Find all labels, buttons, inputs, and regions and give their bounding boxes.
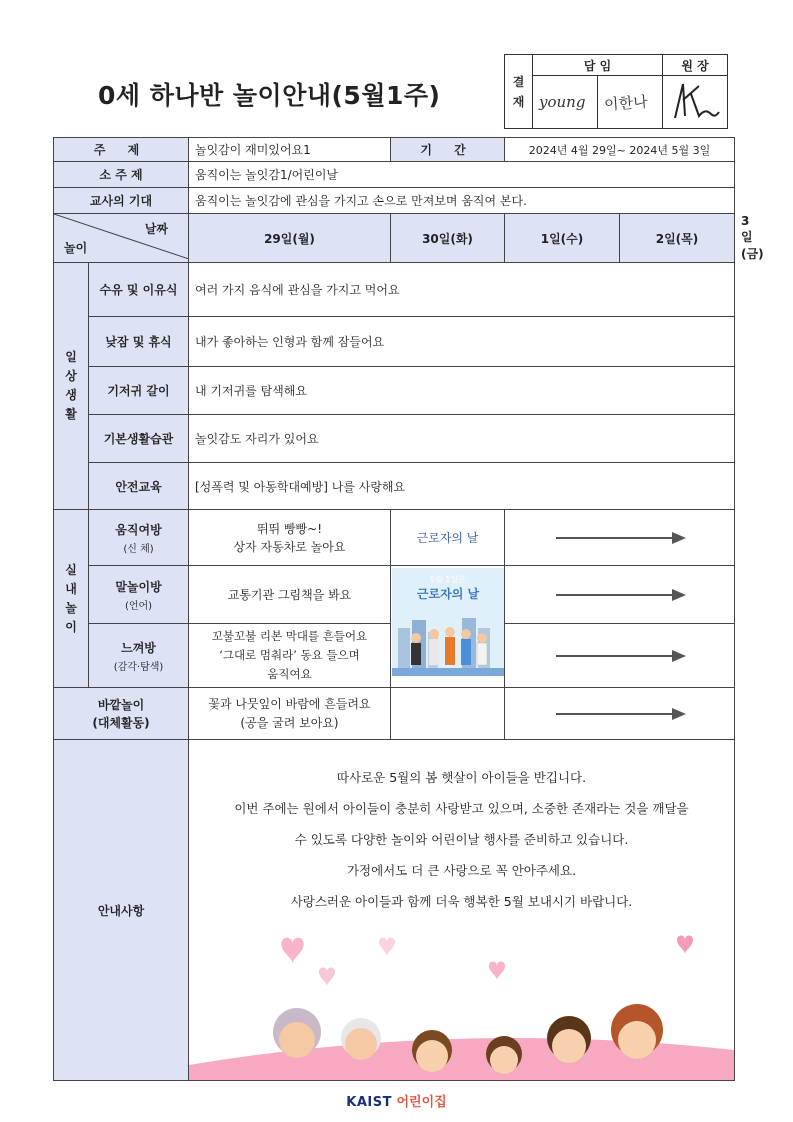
arrow-cell-2: [505, 566, 735, 624]
poster-title-text: 근로자의 날: [416, 587, 480, 601]
daily-value-feeding: 여러 가지 음식에 관심을 가지고 먹어요: [189, 263, 735, 317]
signature-2: [598, 76, 663, 129]
theme-value: 놀잇감이 재미있어요1: [189, 138, 391, 162]
period-value: 2024년 4월 29일~ 2024년 5월 3일: [505, 138, 735, 162]
right-arrow-icon: [550, 531, 690, 545]
family-illustration: [189, 930, 734, 1080]
director-label: 원 장: [663, 55, 728, 76]
outdoor-activity: 꽃과 나뭇잎이 바람에 흔들려요 (공을 굴려 보아요): [189, 688, 391, 740]
svg-text:young: young: [539, 92, 586, 111]
notice-cell: [189, 740, 735, 1081]
indoor-activity-movement: 뛰뛰 빵빵~! 상자 자동차로 놀아요: [189, 510, 391, 566]
heart-icons: [281, 936, 693, 987]
corner-cell: [54, 214, 189, 263]
indoor-activity-language: 교통기관 그림책을 봐요: [189, 566, 391, 624]
indoor-label-movement: 움직여방 (신 체): [89, 510, 189, 566]
svg-text:이한나: 이한나: [603, 92, 649, 114]
holiday-label: 근로자의 날: [391, 510, 505, 566]
approval-label: 결 재: [505, 55, 533, 129]
day-thursday: 2일(목): [620, 214, 735, 263]
notice-text: 따사로운 5월의 봄 햇살이 아이들을 반깁니다. 이번 주에는 원에서 아이들이 충분히 사랑받고 있으며, 소중한 존재라는 것을 깨달을 수 있도록 다양한 놀이와 어린이날 행사를 준비하고 있습니다. 가정에서도 더 큰 사랑으로 꼭 안아주세요. 사랑스러운 아이들과 함께 더욱 행복한 5월 보내시기 바랍니다.: [234, 770, 689, 909]
subtheme-value: 움직이는 놀잇감1/어린이날: [189, 162, 735, 188]
outdoor-label: 바깥놀이 (대체활동): [54, 688, 189, 740]
teacher-label: 담 임: [533, 55, 663, 76]
corner-top-label: 날짜: [144, 222, 168, 236]
expect-value: 움직이는 놀잇감에 관심을 가지고 손으로 만져보며 움직여 본다.: [189, 188, 735, 214]
expect-label: 교사의 기대: [54, 188, 189, 214]
page-title: 0세 하나반 놀이안내(5월1주): [98, 81, 441, 110]
right-arrow-icon: [550, 707, 690, 721]
outdoor-empty-cell: [391, 688, 505, 740]
footer-logo: [0, 1091, 793, 1110]
indoor-label-sensory: 느껴방 (감각·탐색): [89, 624, 189, 688]
poster-date-text: 5월 1일은: [430, 575, 466, 584]
arrow-cell-3: [505, 624, 735, 688]
subtheme-label: 소 주 제: [54, 162, 189, 188]
indoor-label-language: 말놀이방 (언어): [89, 566, 189, 624]
indoor-activity-sensory: 꼬불꼬불 리본 막대를 흔들어요 ‘그대로 멈춰라’ 동요 들으며 움직여요: [189, 624, 391, 688]
daily-value-nap: 내가 좋아하는 인형과 함께 잠들어요: [189, 317, 735, 367]
labor-day-illustration: [392, 568, 504, 676]
signature-1: [533, 76, 598, 129]
day-tuesday: 30일(화): [391, 214, 505, 263]
daily-label-nap: 낮잠 및 휴식: [89, 317, 189, 367]
daily-label-diaper: 기저귀 갈이: [89, 367, 189, 415]
arrow-cell-4: [505, 688, 735, 740]
indoor-group-label: 실 내 놀 이: [54, 510, 89, 688]
labor-day-poster: [391, 566, 505, 688]
daily-label-feeding: 수유 및 이유식: [89, 263, 189, 317]
notice-label: 안내사항: [54, 740, 189, 1081]
right-arrow-icon: [550, 649, 690, 663]
daily-label-habits: 기본생활습관: [89, 415, 189, 463]
daily-value-diaper: 내 기저귀를 탐색해요: [189, 367, 735, 415]
footer-name: 어린이집: [396, 1095, 447, 1110]
play-plan-table: 주 제 놀잇감이 재미있어요1 기 간 2024년 4월 29일~ 2024년 5월 3일 소 주 제 움직이는 놀잇감1/어린이날 교사의 기대 움직이는 놀잇감에 관심을 가지고 손으로 만져보며 움직여 본다. 날짜 놀이 29일(월) 30일(화) 1일(수) 2일(목) 3일(금) 일 상 생 활 수유 및 이유식 여러 가지 음식에 관심을 가지고 먹어요 낮잠 및 휴식 내가 좋아하는 인형과 함께 잠들어요 기저귀 갈이 내 기저귀를 탐색해요 기본생활습관 놀잇감도 자리가 있어요 안전교육 [성폭력 및 아동학대예방] 나를 사랑해요 실 내 놀 이 움직여방 (신 체) 뛰뛰 빵빵~! 상자 자동차로 놀아요 근로자의 날 말놀이방 (언어) 교통기관 그림책을 봐요 5월 1일은 근로자의 날 느껴방 (감각·탐색) 꼬불꼬불 리본 막대를 흔들어요 ‘그대로 멈춰라’ 동요 들으며 움직여요 바깥놀이 (대체활동) 꽃과 나뭇잎이 바람에 흔들려요 (공을 굴려 보아요) 안내사항 따사로운 5월의 봄 햇살이 아이들을 반깁니다. 이번 주에는 원에서 아이들이 충분히 사랑받고 있으며, 소중한 존재라는 것을 깨달을 수 있도록 다양한 놀이와 어린이날 행사를 준비하고 있습니다. 가정에서도 더 큰 사랑으로 꼭 안아주세요. 사랑스러운 아이들과 함께 더욱 행복한 5월 보내시기 바랍니다.: [53, 137, 735, 1081]
daily-label-safety: 안전교육: [89, 463, 189, 510]
day-monday: 29일(월): [189, 214, 391, 263]
daily-value-habits: 놀잇감도 자리가 있어요: [189, 415, 735, 463]
corner-bottom-label: 놀이: [64, 241, 88, 255]
approval-box: [504, 54, 728, 129]
daily-value-safety: [성폭력 및 아동학대예방] 나를 사랑해요: [189, 463, 735, 510]
day-wednesday: 1일(수): [505, 214, 620, 263]
theme-label: 주 제: [54, 138, 189, 162]
daily-group-label: 일 상 생 활: [54, 263, 89, 510]
arrow-cell-1: [505, 510, 735, 566]
signature-3: [663, 76, 728, 129]
footer-brand: KAIST: [346, 1095, 392, 1110]
right-arrow-icon: [550, 588, 690, 602]
period-label: 기 간: [391, 138, 505, 162]
